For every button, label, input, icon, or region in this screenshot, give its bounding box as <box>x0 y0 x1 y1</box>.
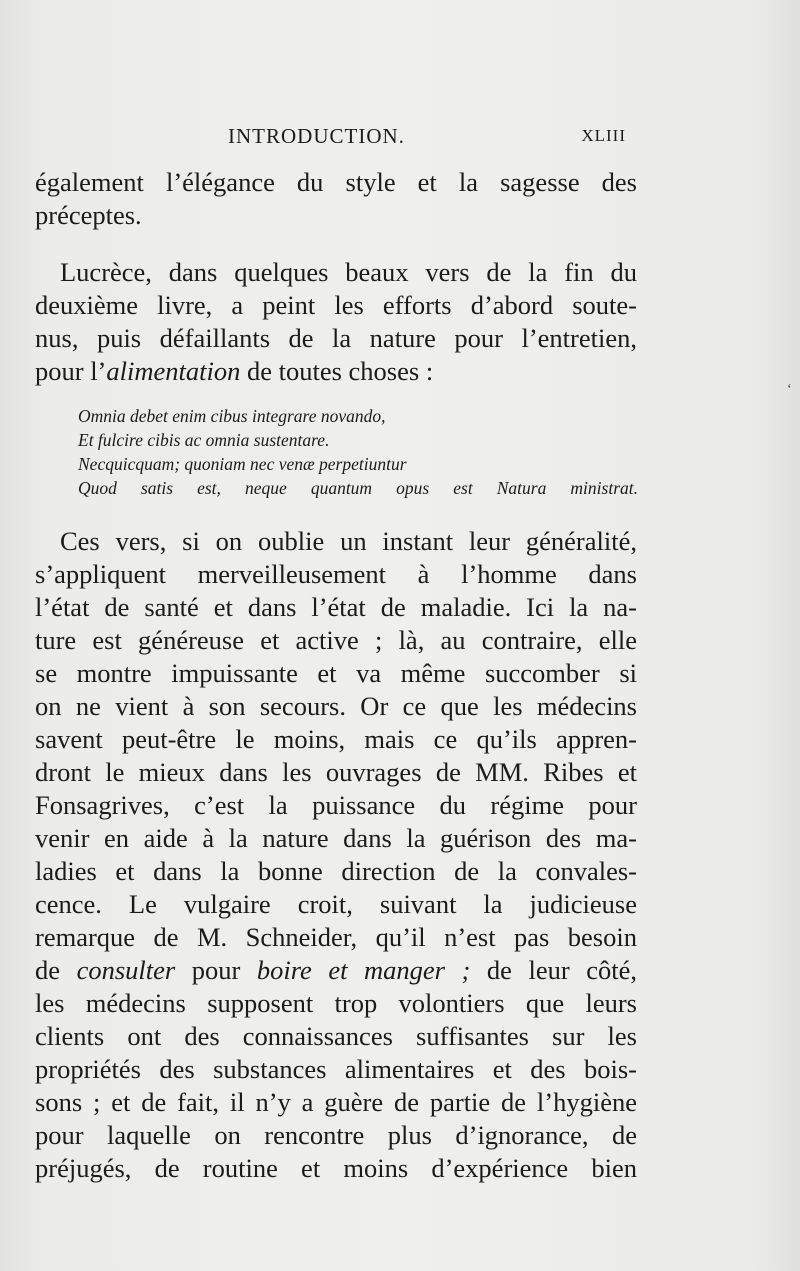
verse-line: Necquicquam; quoniam nec venæ perpetiuntur <box>78 454 407 474</box>
text-line: Fonsagrives, c’est la puissance du régime pour <box>35 790 637 820</box>
text-line: dront le mieux dans les ouvrages de MM. Ribes et <box>35 757 637 787</box>
verse-line: Et fulcire cibis ac omnia sustentare. <box>78 430 330 450</box>
text-line: savent peut-être le moins, mais ce qu’ils appren- <box>35 724 637 754</box>
running-header <box>228 124 626 154</box>
latin-verse-quote <box>78 404 638 500</box>
paragraph-3 <box>35 525 637 1185</box>
text-line: clients ont des connaissances suffisantes sur les <box>35 1021 637 1051</box>
ink-speck: ‘ <box>787 382 792 397</box>
text-line: également l’élégance du style et la sagesse des <box>35 167 637 197</box>
text-line: Ces vers, si on oublie un instant leur généralité, <box>60 526 637 556</box>
text-line: sons ; et de fait, il n’y a guère de partie de l’hygiène <box>35 1087 637 1117</box>
text-line: cence. Le vulgaire croit, suivant la judicieuse <box>35 889 637 919</box>
text-line: on ne vient à son secours. Or ce que les médecins <box>35 691 637 721</box>
text-line: s’appliquent merveilleusement à l’homme dans <box>35 559 637 589</box>
text-line: Lucrèce, dans quelques beaux vers de la fin du <box>60 257 637 287</box>
running-title: INTRODUCTION. <box>228 124 405 148</box>
page-number: XLIII <box>581 126 626 145</box>
paragraph-1 <box>35 166 637 232</box>
text-line: les médecins supposent trop volontiers que leurs <box>35 988 637 1018</box>
text-line: ture est généreuse et active ; là, au contraire, elle <box>35 625 637 655</box>
text-line: l’état de santé et dans l’état de maladie. Ici la na- <box>35 592 637 622</box>
paragraph-2 <box>35 256 637 388</box>
text-line: propriétés des substances alimentaires et des bois- <box>35 1054 637 1084</box>
text-line: de consulter pour boire et manger ; de leur côté, <box>35 955 637 985</box>
text-line: pour laquelle on rencontre plus d’ignorance, de <box>35 1120 637 1150</box>
text-line: remarque de M. Schneider, qu’il n’est pas besoin <box>35 922 637 952</box>
text-line: nus, puis défaillants de la nature pour l’entretien, <box>35 323 637 353</box>
italic-term: boire et manger ; <box>256 955 471 985</box>
text-line: préjugés, de routine et moins d’expérience bien <box>35 1153 637 1183</box>
verse-line: Quod satis est, neque quantum opus est Natura ministrat. <box>78 478 638 498</box>
text-line: pour l’alimentation de toutes choses : <box>35 356 434 386</box>
italic-term: consulter <box>76 955 176 985</box>
text-line: venir en aide à la nature dans la guérison des ma- <box>35 823 637 853</box>
text-line: se montre impuissante et va même succomber si <box>35 658 637 688</box>
italic-term: alimentation <box>106 356 241 386</box>
text-line: préceptes. <box>35 200 142 230</box>
text-line: deuxième livre, a peint les efforts d’abord soute- <box>35 290 637 320</box>
text-line: ladies et dans la bonne direction de la convales- <box>35 856 637 886</box>
verse-line: Omnia debet enim cibus integrare novando, <box>78 406 386 426</box>
